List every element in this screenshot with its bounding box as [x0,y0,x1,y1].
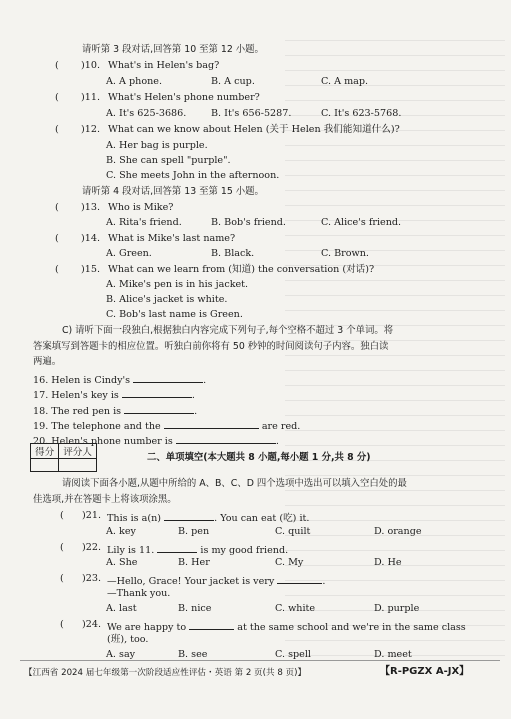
answer-blank-17[interactable] [122,387,192,398]
q15-option-a: A. Mike's pen is in his jacket. [106,279,249,290]
q24-stem [107,619,466,634]
sentence-17-text: 17. Helen's key is [33,390,119,401]
sentence-19 [33,418,300,433]
score-cell[interactable] [31,459,59,472]
score-box [30,443,97,472]
q23-reply: —Thank you. [107,588,171,599]
section-2-instruction-line-1: 请阅读下面各小题,从题中所给的 A、B、C、D 四个选项中选出可以填入空白处的最 [62,478,407,489]
q22-stem [107,542,288,557]
q12-stem: What can we know about Helen (关于 Helen 我们能知道什么)? [108,124,400,135]
part-c-instruction-line-2: 答案填写到答题卡的相应位置。听独白前你将有 50 秒钟的时间阅读句子内容。独白读 [33,341,389,352]
q24-stem-continued: (班), too. [107,634,149,645]
score-label: 得分 [31,444,59,459]
q15-paren: ( [55,264,59,275]
q21-option-b: B. pen [178,526,210,537]
q12-paren: ( [55,124,59,135]
q15-option-b: B. Alice's jacket is white. [106,294,228,305]
q21-option-a: A. key [106,526,136,537]
sentence-16-text: 16. Helen is Cindy's [33,375,131,386]
q21-stem-b: . You can eat (吃) it. [214,513,310,524]
q21-option-d: D. orange [374,526,422,537]
q15-stem: What can we learn from (知道) the conversation (对话)? [108,264,375,275]
q23-option-c: C. white [275,603,316,614]
q14-paren: ( [55,233,59,244]
q11-num: )11. [81,92,101,103]
q15-option-c: C. Bob's last name is Green. [106,309,243,320]
answer-blank-18[interactable] [124,403,194,414]
sentence-19-text-a: 19. The telephone and the [33,421,161,432]
q12-num: )12. [81,124,101,135]
q22-stem-a: Lily is 11. [107,545,155,556]
q10-paren: ( [55,60,59,71]
q22-option-b: B. Her [178,557,210,568]
q21-num: )21. [82,510,102,521]
sentence-20: 20. Helen's phone number is . [33,433,279,448]
q23-paren: ( [60,573,64,584]
instruction-dialogue-3: 请听第 3 段对话,回答第 10 至第 12 小题。 [82,44,264,55]
q24-option-d: D. meet [374,649,412,660]
q22-option-c: C. My [275,557,304,568]
q24-blank [189,619,234,630]
footer-divider [20,660,500,661]
q23-num: )23. [82,573,102,584]
part-c-instruction-line-3: 两遍。 [33,356,62,367]
q13-option-c: C. Alice's friend. [321,217,402,228]
q10-stem: What's in Helen's bag? [108,60,220,71]
q11-stem: What's Helen's phone number? [108,92,260,103]
section-2-instruction-line-2: 佳选项,并在答题卡上将该项涂黑。 [33,494,177,505]
sentence-20-text: 20. Helen's phone number is [33,436,173,447]
footer-left: 【江西省 2024 届七年级第一次阶段适应性评估・英语 第 2 页(共 8 页)】 [24,668,307,678]
q22-paren: ( [60,542,64,553]
q24-stem-b: at the same school and we're in the same class [237,622,466,633]
q14-option-b: B. Black. [211,248,255,259]
q23-option-d: D. purple [374,603,420,614]
q24-option-a: A. say [106,649,136,660]
q21-paren: ( [60,510,64,521]
q22-stem-b: is my good friend. [200,545,289,556]
q12-option-c: C. She meets John in the afternoon. [106,170,280,181]
q23-stem [107,573,325,588]
footer-right: 【R-PGZX A-JX】 [380,666,470,677]
q23-option-a: A. last [106,603,137,614]
sentence-19-text-b: are red. [261,421,301,432]
q14-num: )14. [81,233,101,244]
sentence-18: 18. The red pen is . [33,403,197,418]
answer-blank-20[interactable] [176,433,276,444]
sentence-16: 16. Helen is Cindy's . [33,372,206,387]
q11-paren: ( [55,92,59,103]
q21-option-c: C. quilt [275,526,311,537]
q11-option-b: B. It's 656-5287. [211,108,292,119]
q13-option-a: A. Rita's friend. [106,217,182,228]
q21-blank [164,510,214,521]
q24-num: )24. [82,619,102,630]
q11-option-a: A. It's 625-3686. [106,108,187,119]
q10-option-b: B. A cup. [211,76,255,87]
q13-paren: ( [55,202,59,213]
grader-label: 评分人 [59,444,97,459]
section-2-title: 二、单项填空(本大题共 8 小题,每小题 1 分,共 8 分) [147,452,371,463]
q23-option-b: B. nice [178,603,212,614]
q22-option-a: A. She [106,557,138,568]
q21-stem-a: This is a(n) [107,513,162,524]
q14-option-a: A. Green. [106,248,152,259]
sentence-17: 17. Helen's key is . [33,387,195,402]
answer-blank-16[interactable] [133,372,203,383]
q24-option-c: C. spell [275,649,311,660]
q24-stem-a: We are happy to [107,622,187,633]
q23-stem-b: . [322,576,326,587]
q10-option-c: C. A map. [321,76,369,87]
q21-stem [107,510,309,525]
q22-num: )22. [82,542,102,553]
part-c-instruction-line-1: C) 请听下面一段独白,根据独白内容完成下列句子,每个空格不超过 3 个单词。将 [62,325,394,336]
q13-option-b: B. Bob's friend. [211,217,286,228]
q12-option-b: B. She can spell "purple". [106,155,231,166]
q14-stem: What is Mike's last name? [108,233,236,244]
q24-paren: ( [60,619,64,630]
q10-option-a: A. A phone. [106,76,163,87]
q13-num: )13. [81,202,101,213]
q11-option-c: C. It's 623-5768. [321,108,402,119]
q22-blank [157,542,197,553]
instruction-dialogue-4: 请听第 4 段对话,回答第 13 至第 15 小题。 [82,186,264,197]
q10-num: )10. [81,60,101,71]
q13-stem: Who is Mike? [108,202,174,213]
grader-cell[interactable] [59,459,97,472]
sentence-18-text: 18. The red pen is [33,406,122,417]
q23-stem-a: —Hello, Grace! Your jacket is very [107,576,275,587]
answer-blank-19[interactable] [164,418,259,429]
q24-option-b: B. see [178,649,208,660]
q14-option-c: C. Brown. [321,248,369,259]
q12-option-a: A. Her bag is purple. [106,140,208,151]
q22-option-d: D. He [374,557,402,568]
q23-blank [277,573,322,584]
q15-num: )15. [81,264,101,275]
